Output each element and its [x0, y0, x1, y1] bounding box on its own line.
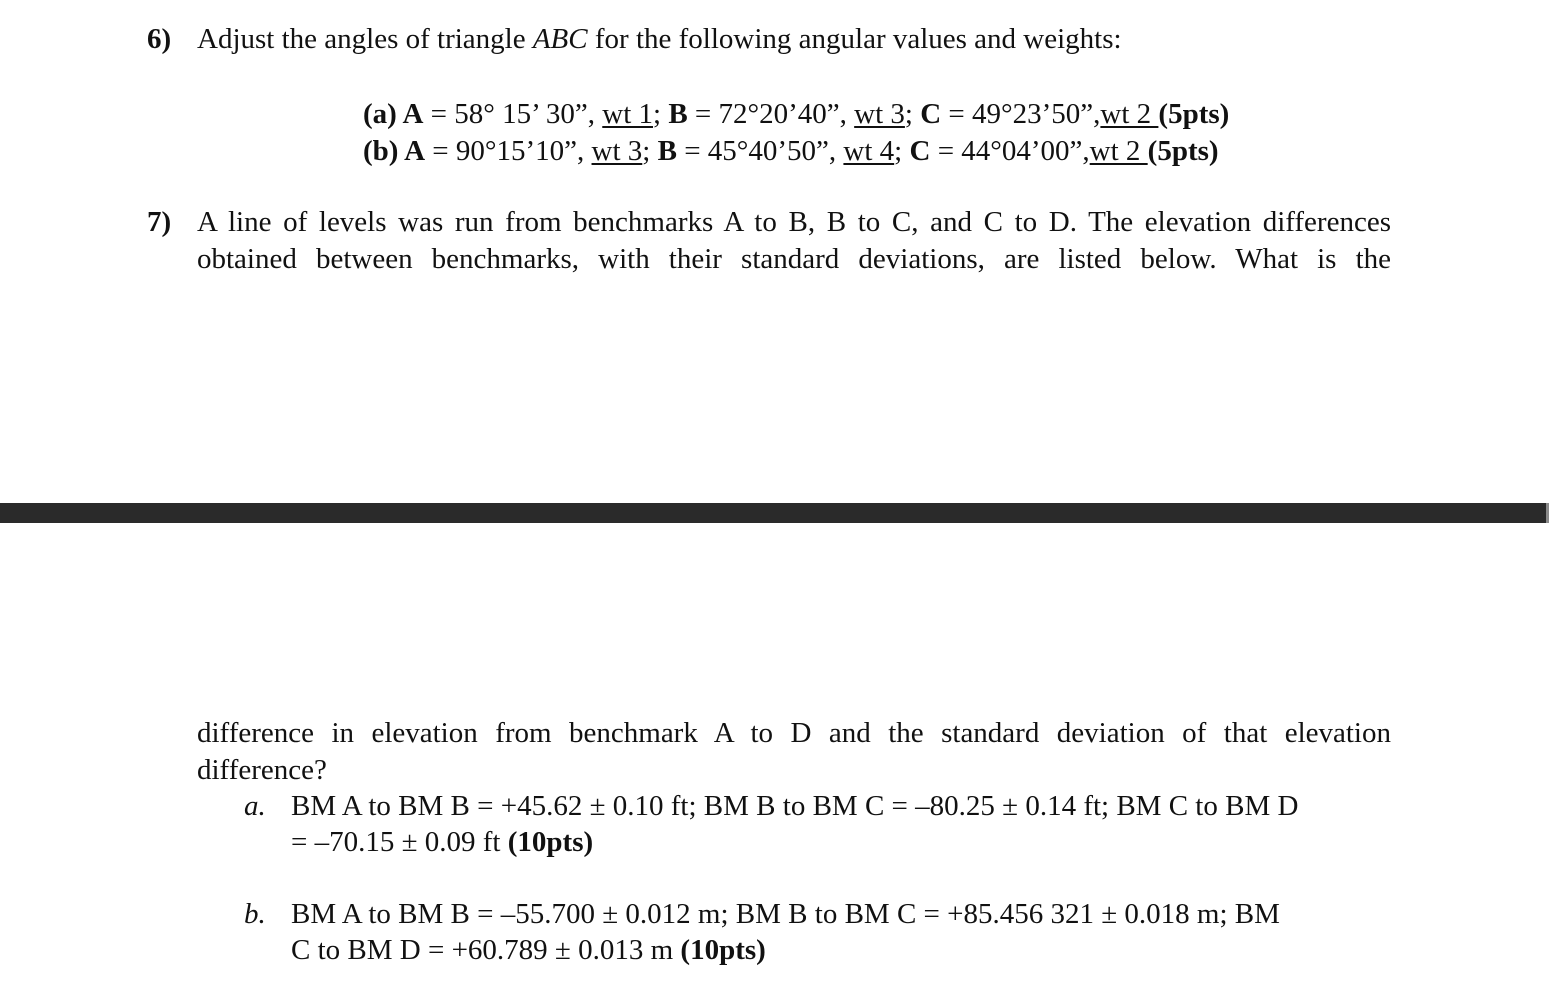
question-6a-line: (a) A = 58° 15’ 30”, wt 1; B = 72°20’40”, wt 3; C = 49°23’50”,wt 2 (5pts): [363, 98, 1230, 130]
question-6-number: 6): [147, 23, 172, 55]
question-6-intro: Adjust the angles of triangle ABC for the following angular values and weights:: [197, 23, 1122, 55]
question-7b-line-1: BM A to BM B = –55.700 ± 0.012 m; BM B to BM C = +85.456 321 ± 0.018 m; BM: [291, 898, 1280, 930]
page-divider: [0, 503, 1546, 523]
question-6b-line: (b) A = 90°15’10”, wt 3; B = 45°40’50”, wt 4; C = 44°04’00”,wt 2 (5pts): [363, 135, 1219, 167]
question-7a-label: a.: [244, 790, 266, 822]
question-7a-line-1: BM A to BM B = +45.62 ± 0.10 ft; BM B to BM C = –80.25 ± 0.14 ft; BM C to BM D: [291, 790, 1299, 822]
question-7-text-line-3: difference in elevation from benchmark A to D and the standard deviation of that elevation: [197, 717, 1391, 749]
question-7-text-line-4: difference?: [197, 754, 327, 786]
question-7-number: 7): [147, 206, 172, 238]
question-7b-line-2: C to BM D = +60.789 ± 0.013 m (10pts): [291, 934, 766, 966]
question-7-text-line-2: obtained between benchmarks, with their standard deviations, are listed below. What is the: [197, 243, 1391, 275]
question-7b-label: b.: [244, 898, 266, 930]
question-7-text-line-1: A line of levels was run from benchmarks A to B, B to C, and C to D. The elevation differences: [197, 206, 1391, 238]
question-7a-line-2: = –70.15 ± 0.09 ft (10pts): [291, 826, 594, 858]
